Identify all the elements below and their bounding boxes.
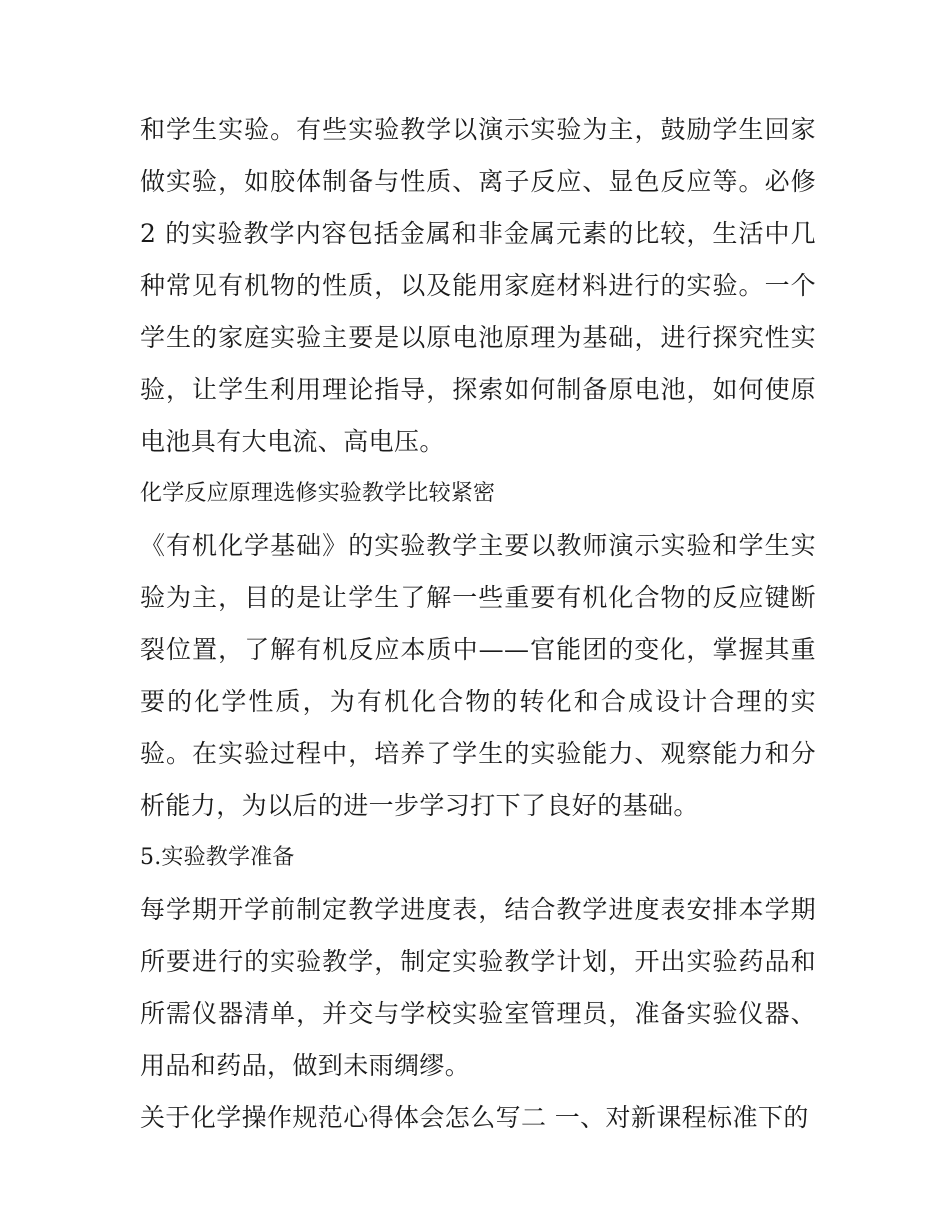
paragraph-preparation-plan: 每学期开学前制定教学进度表，结合教学进度表安排本学期所要进行的实验教学，制定实验教学计划，开出实验药品和所需仪器清单，并交与学校实验室管理员，准备实验仪器、用品和药品，做到未雨绸缪。 bbox=[140, 895, 816, 1080]
section-heading-experiment-preparation: 5.实验教学准备 bbox=[140, 845, 295, 870]
document-body bbox=[140, 104, 816, 1144]
section-heading-reaction-principles: 化学反应原理选修实验教学比较紧密 bbox=[140, 481, 496, 506]
paragraph-next-section: 关于化学操作规范心得体会怎么写二 一、对新课程标准下的 bbox=[140, 1103, 809, 1132]
paragraph-organic-chemistry: 《有机化学基础》的实验教学主要以教师演示实验和学生实验为主，目的是让学生了解一些重要有机化合物的反应键断裂位置，了解有机反应本质中——官能团的变化，掌握其重要的化学性质，为有机化合物的转化和合成设计合理的实验。在实验过程中，培养了学生的实验能力、观察能力和分析能力，为以后的进一步学习打下了良好的基础。 bbox=[140, 531, 816, 820]
paragraph-home-experiments: 和学生实验。有些实验教学以演示实验为主，鼓励学生回家做实验，如胶体制备与性质、离子反应、显色反应等。必修 2 的实验教学内容包括金属和非金属元素的比较，生活中几种常见有机物的性质，以及能用家庭材料进行的实验。一个学生的家庭实验主要是以原电池原理为基础，进行探究性实验，让学生利用理论指导，探索如何制备原电池，如何使原电池具有大电流、高电压。 bbox=[140, 115, 816, 456]
